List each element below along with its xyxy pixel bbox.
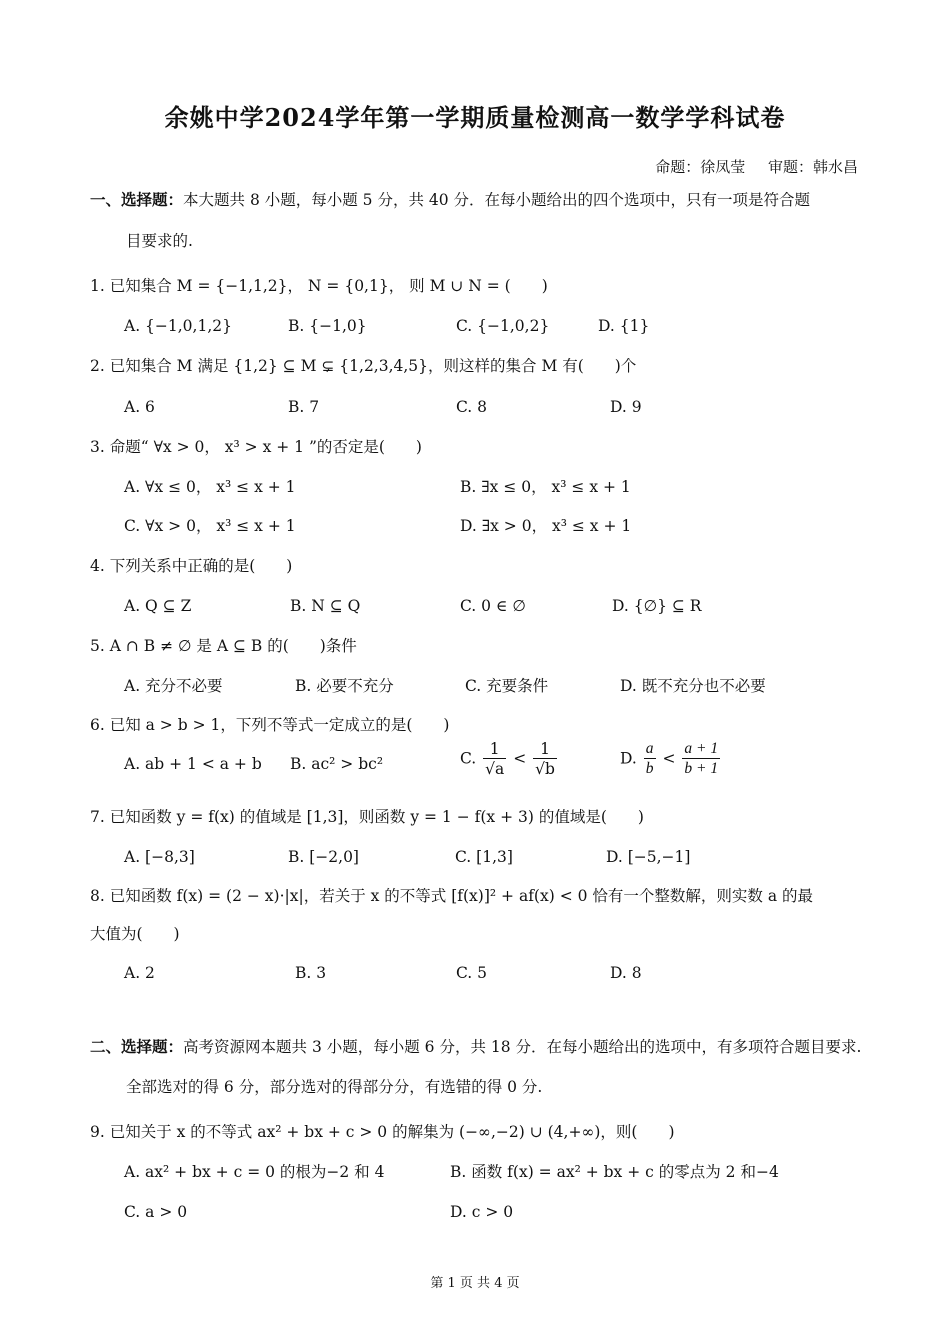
q5-stem: 5. A ∩ B ≠ ∅ 是 A ⊆ B 的( )条件 [90, 637, 357, 655]
q6-stem: 6. 已知 a > b > 1，下列不等式一定成立的是( ) [90, 716, 450, 734]
section1-text1: 本大题共 8 小题，每小题 5 分，共 40 分．在每小题给出的四个选项中，只有一项是符合题 [183, 191, 811, 209]
q6-c-less-than: < [513, 749, 527, 768]
q4-option-a[interactable]: A. Q ⊆ Z [124, 597, 192, 615]
authors [655, 156, 858, 177]
q8-stem-line1: 8. 已知函数 f(x) = (2 − x)·|x|，若关于 x 的不等式 [f(x)]² + af(x) < 0 恰有一个整数解，则实数 a 的最 [90, 887, 813, 905]
q6-c-right-den: √b [535, 760, 555, 778]
q7-stem: 7. 已知函数 y = f(x) 的值域是 [1,3]，则函数 y = 1 − f(x + 3) 的值域是( ) [90, 808, 644, 826]
section1-heading: 一、选择题： [90, 190, 184, 209]
q9-stem: 9. 已知关于 x 的不等式 ax² + bx + c > 0 的解集为 (−∞,−2) ∪ (4,+∞)，则( ) [90, 1123, 675, 1141]
q6-c-right-num: 1 [533, 740, 557, 759]
q6-d-left-fraction [644, 740, 656, 779]
section2-text2: 全部选对的得 6 分，部分选对的得部分分，有选错的得 0 分. [126, 1078, 543, 1096]
q4-option-d[interactable]: D. {∅} ⊆ R [612, 597, 702, 615]
q1-option-a[interactable]: A. {−1,0,1,2} [124, 317, 232, 335]
q3-option-a[interactable]: A. ∀x ≤ 0， x³ ≤ x + 1 [124, 478, 296, 496]
q5-option-b[interactable]: B. 必要不充分 [295, 677, 394, 695]
q2-option-c[interactable]: C. 8 [456, 398, 488, 416]
q1-option-d[interactable]: D. {1} [598, 317, 650, 335]
section2-line1 [90, 1036, 861, 1058]
q6-d-right-num: a + 1 [684, 740, 719, 757]
q8-option-b[interactable]: B. 3 [295, 964, 327, 982]
q3-option-b[interactable]: B. ∃x ≤ 0， x³ ≤ x + 1 [460, 478, 631, 496]
proposer: 命题：徐凤莹 [655, 158, 746, 176]
section1-text2: 目要求的. [126, 232, 193, 250]
q3-option-c[interactable]: C. ∀x > 0， x³ ≤ x + 1 [124, 517, 296, 535]
q3-option-d[interactable]: D. ∃x > 0， x³ ≤ x + 1 [460, 517, 632, 535]
q6-c-left-num: 1 [483, 740, 506, 759]
q9-option-c[interactable]: C. a > 0 [124, 1203, 188, 1221]
q6-option-a[interactable]: A. ab + 1 < a + b [124, 755, 262, 773]
reviewer: 审题：韩水昌 [767, 158, 858, 176]
section2-text1: 高考资源网本题共 3 小题，每小题 6 分，共 18 分．在每小题给出的选项中，有多项符合题目要求. [183, 1038, 862, 1056]
q1-option-c[interactable]: C. {−1,0,2} [456, 317, 550, 335]
q1-stem: 1. 已知集合 M = {−1,1,2}， N = {0,1}， 则 M ∪ N = ( ) [90, 277, 548, 295]
page-footer: 第 1 页 共 4 页 [430, 1276, 520, 1291]
q9-option-b[interactable]: B. 函数 f(x) = ax² + bx + c 的零点为 2 和−4 [450, 1163, 779, 1181]
q8-stem-line2: 大值为( ) [90, 925, 180, 943]
section2-heading: 二、选择题： [90, 1037, 184, 1056]
q4-stem: 4. 下列关系中正确的是( ) [90, 557, 293, 575]
q8-option-d[interactable]: D. 8 [610, 964, 642, 982]
q7-option-b[interactable]: B. [−2,0] [288, 848, 359, 866]
q2-stem: 2. 已知集合 M 满足 {1,2} ⊆ M ⊊ {1,2,3,4,5}，则这样的集合 M 有( )个 [90, 357, 637, 375]
q6-c-left-den: √a [485, 760, 505, 778]
q7-option-a[interactable]: A. [−8,3] [124, 848, 195, 866]
q6-d-right-den: b + 1 [684, 760, 719, 777]
q7-option-c[interactable]: C. [1,3] [455, 848, 513, 866]
exam-title: 余姚中学2024学年第一学期质量检测高一数学学科试卷 [164, 103, 786, 132]
q6-d-left-den: b [645, 760, 654, 777]
q6-c-right-fraction [533, 740, 557, 779]
q9-option-a[interactable]: A. ax² + bx + c = 0 的根为−2 和 4 [124, 1163, 385, 1181]
q9-option-d[interactable]: D. c > 0 [450, 1203, 514, 1221]
q6-c-left-fraction [483, 740, 506, 779]
q5-option-c[interactable]: C. 充要条件 [465, 677, 549, 695]
q6-option-c[interactable] [460, 740, 559, 779]
q5-option-d[interactable]: D. 既不充分也不必要 [620, 677, 766, 695]
q6-d-less-than: < [662, 749, 676, 768]
q2-option-a[interactable]: A. 6 [124, 398, 155, 416]
q4-option-b[interactable]: B. N ⊆ Q [290, 597, 361, 615]
q7-option-d[interactable]: D. [−5,−1] [606, 848, 691, 866]
q6-option-c-label: C. [460, 749, 477, 768]
q8-option-a[interactable]: A. 2 [124, 964, 155, 982]
q6-d-right-fraction [682, 740, 720, 779]
q3-stem: 3. 命题“ ∀x > 0， x³ > x + 1 ”的否定是( ) [90, 438, 422, 456]
section1-line1 [90, 189, 810, 211]
q6-option-d[interactable] [620, 740, 722, 779]
q8-option-c[interactable]: C. 5 [456, 964, 488, 982]
q6-d-left-num: a [645, 740, 654, 757]
q1-option-b[interactable]: B. {−1,0} [288, 317, 367, 335]
q2-option-d[interactable]: D. 9 [610, 398, 642, 416]
q2-option-b[interactable]: B. 7 [288, 398, 320, 416]
q6-option-d-label: D. [620, 749, 637, 768]
q4-option-c[interactable]: C. 0 ∈ ∅ [460, 597, 526, 615]
q5-option-a[interactable]: A. 充分不必要 [124, 677, 223, 695]
q6-option-b[interactable]: B. ac² > bc² [290, 755, 384, 773]
